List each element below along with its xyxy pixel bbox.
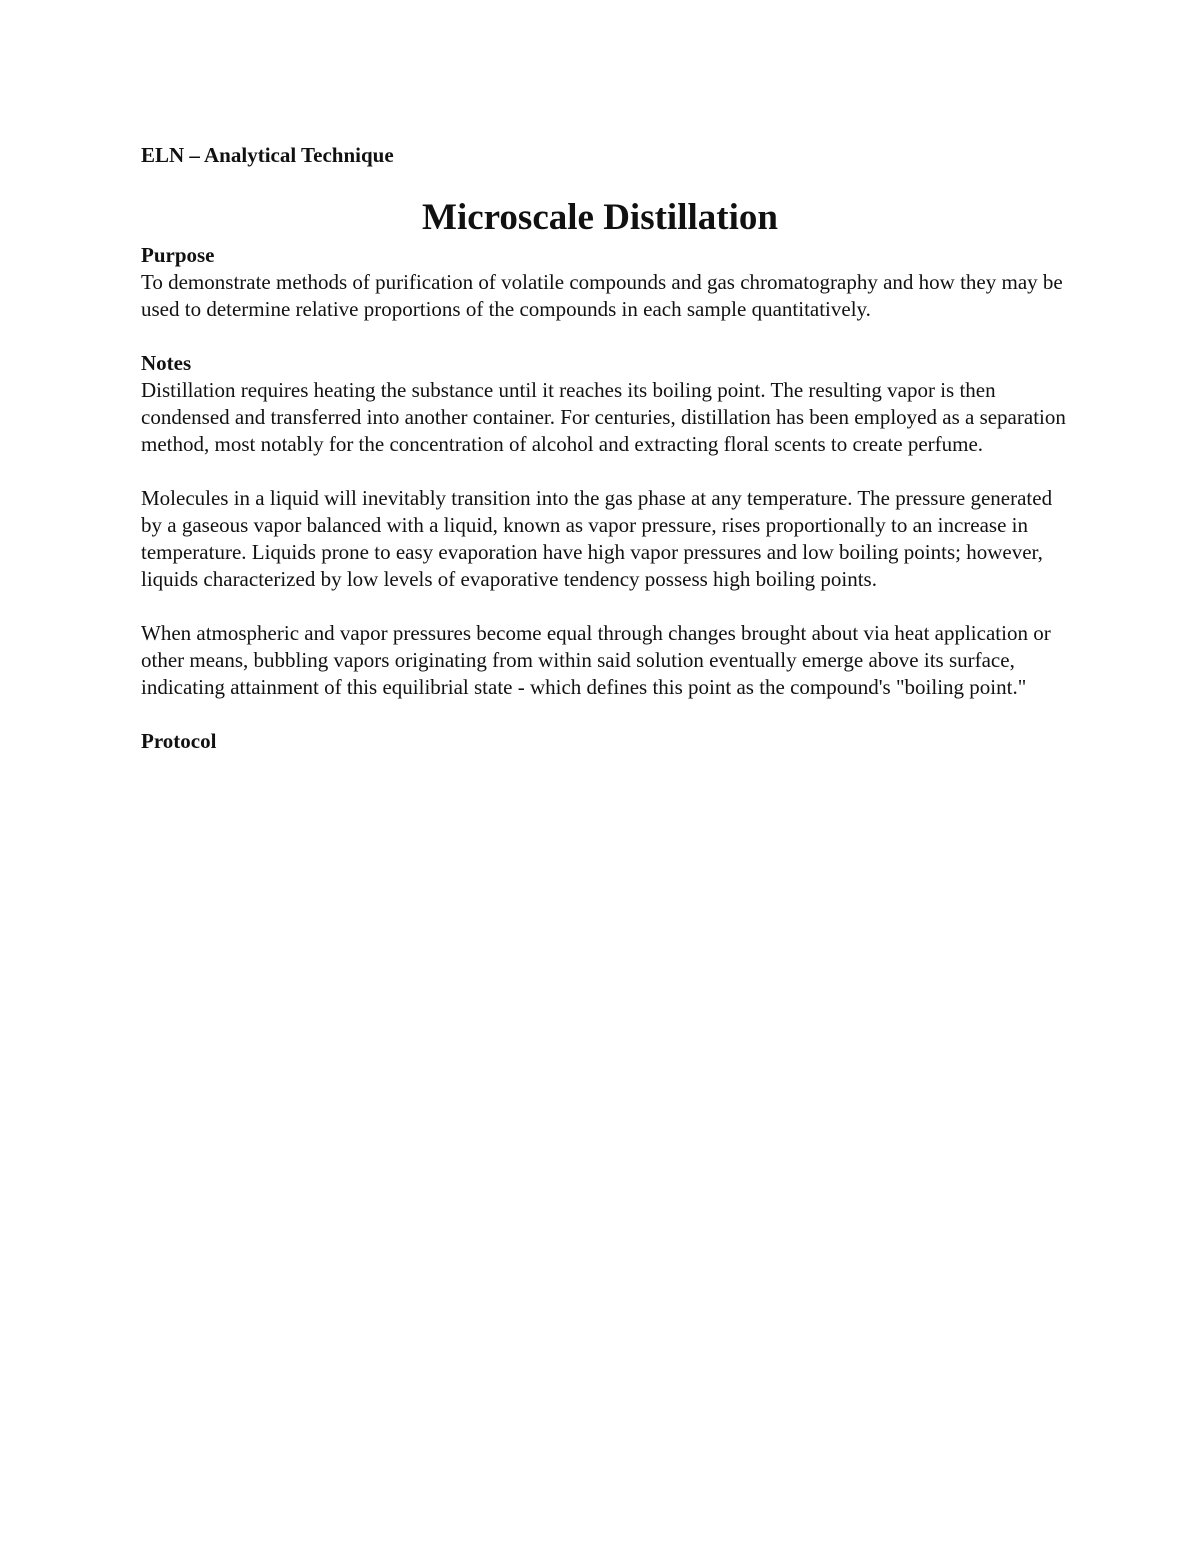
purpose-heading: Purpose (141, 243, 215, 267)
notes-heading: Notes (141, 351, 192, 375)
notes-paragraph-1: Distillation requires heating the substance until it reaches its boiling point. The resulting vapor is then condensed and transferred into another container. For centuries, distillation has been employed as a separation method, most notably for the concentration of alcohol and extracting floral scents to create perfume. (141, 378, 1066, 456)
document-body (141, 242, 1071, 755)
document-header-label: ELN – Analytical Technique (141, 143, 394, 167)
protocol-heading: Protocol (141, 729, 217, 753)
paragraph-spacer (141, 593, 1071, 620)
document-title: Microscale Distillation (422, 197, 778, 238)
section-spacer (141, 323, 1071, 350)
protocol-section (141, 728, 1071, 755)
notes-paragraph-2: Molecules in a liquid will inevitably transition into the gas phase at any temperature. The pressure generated by a gaseous vapor balanced with a liquid, known as vapor pressure, rises proportionally to an increase in temperature. Liquids prone to easy evaporation have high vapor pressures and low boiling points; however, liquids characterized by low levels of evaporative tendency possess high boiling points. (141, 486, 1053, 591)
paragraph-spacer (141, 458, 1071, 485)
purpose-text: To demonstrate methods of purification of volatile compounds and gas chromatography and how they may be used to determine relative proportions of the compounds in each sample quantitatively. (141, 270, 1063, 321)
notes-section (141, 350, 1071, 701)
purpose-section (141, 242, 1071, 323)
notes-paragraph-3: When atmospheric and vapor pressures become equal through changes brought about via heat application or other means, bubbling vapors originating from within said solution eventually emerge above its surface, indicating attainment of this equilibrial state - which defines this point as the compound's "boiling point." (141, 621, 1051, 699)
section-spacer (141, 701, 1071, 728)
